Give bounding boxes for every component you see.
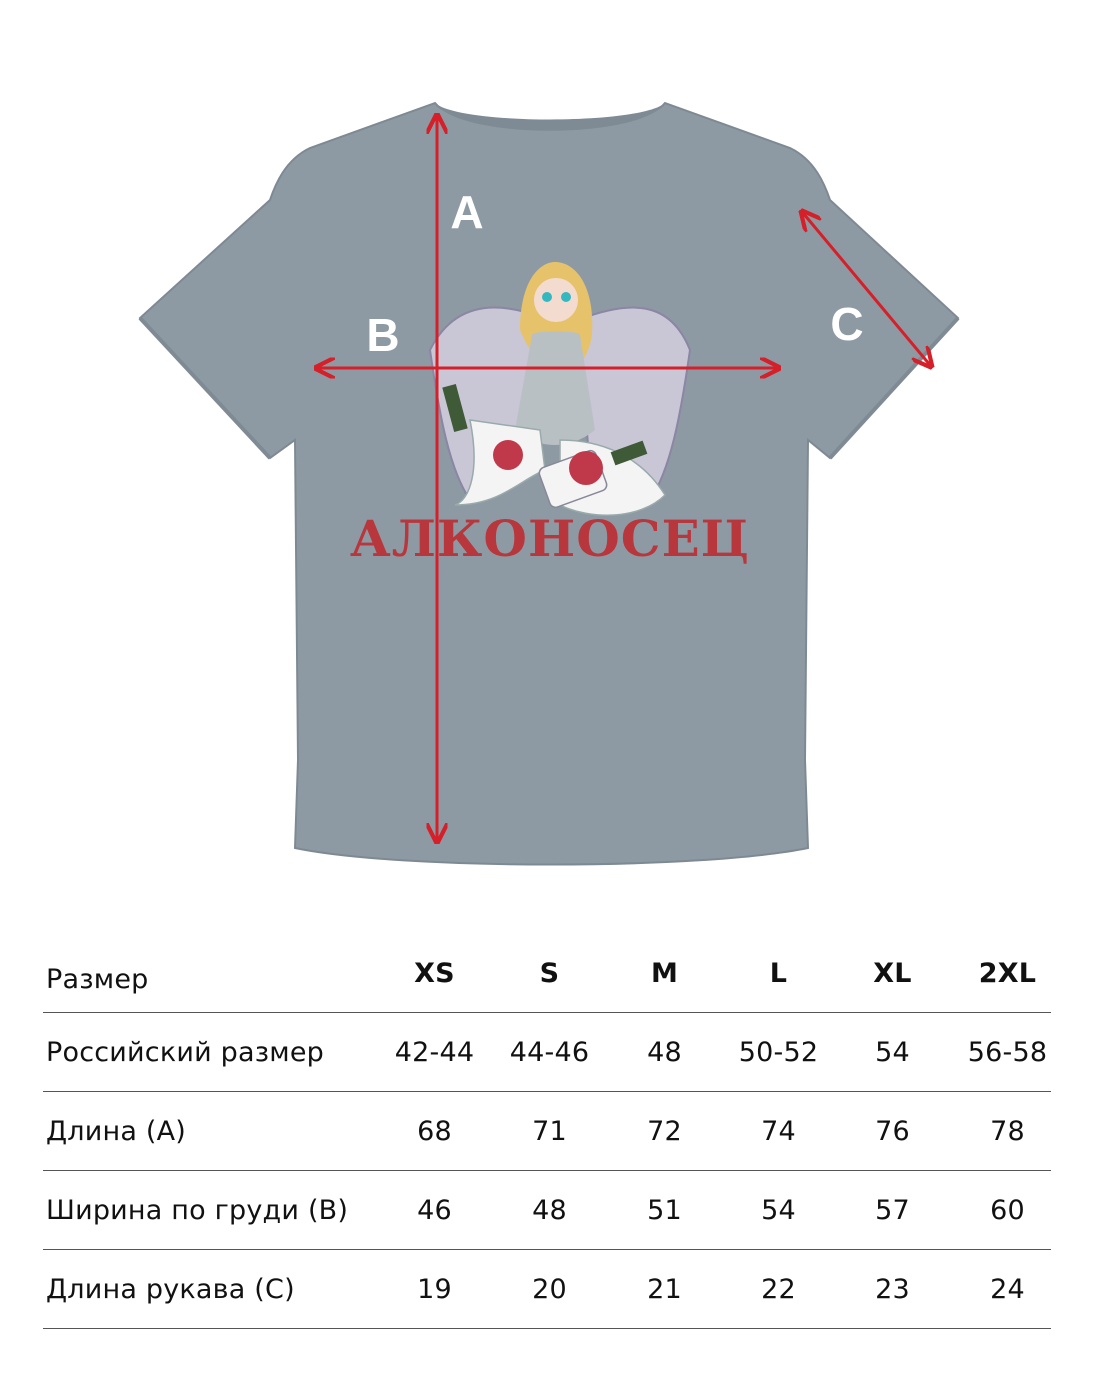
table-cell: 21	[647, 1273, 682, 1305]
table-row	[43, 1171, 1051, 1250]
size-xl: XL	[873, 958, 912, 989]
header-label: Размер	[46, 964, 149, 995]
size-xs: XS	[414, 958, 455, 989]
table-row	[43, 1250, 1051, 1329]
table-cell: 50-52	[738, 1036, 819, 1068]
size-s: S	[539, 958, 560, 989]
table-cell: 46	[417, 1194, 452, 1226]
table-cell: 51	[647, 1194, 682, 1226]
print-text: АЛКОНОСЕЦ	[350, 509, 750, 568]
size-table-header	[43, 935, 1051, 1013]
table-row	[43, 1013, 1051, 1092]
table-cell: 74	[761, 1115, 796, 1147]
row-label: Ширина по груди (B)	[46, 1194, 349, 1226]
row-label: Российский размер	[46, 1036, 324, 1068]
table-cell: 68	[417, 1115, 452, 1147]
table-cell: 78	[990, 1115, 1025, 1147]
table-cell: 48	[532, 1194, 567, 1226]
label-a: A	[450, 186, 484, 238]
table-row	[43, 1092, 1051, 1171]
label-b: B	[366, 309, 400, 361]
table-cell: 44-46	[509, 1036, 590, 1068]
table-cell: 24	[990, 1273, 1025, 1305]
table-cell: 19	[417, 1273, 452, 1305]
size-m: M	[650, 958, 679, 989]
table-cell: 54	[875, 1036, 910, 1068]
table-cell: 60	[990, 1194, 1025, 1226]
row-label: Длина рукава (C)	[46, 1273, 295, 1305]
table-cell: 23	[875, 1273, 910, 1305]
table-cell: 57	[875, 1194, 910, 1226]
table-cell: 42-44	[394, 1036, 475, 1068]
label-c: C	[830, 298, 864, 350]
row-label: Длина (A)	[46, 1115, 187, 1147]
table-cell: 72	[647, 1115, 682, 1147]
size-l: L	[769, 958, 788, 989]
table-cell: 20	[532, 1273, 567, 1305]
table-cell: 56-58	[967, 1036, 1048, 1068]
table-cell: 71	[532, 1115, 567, 1147]
table-cell: 48	[647, 1036, 682, 1068]
table-cell: 54	[761, 1194, 796, 1226]
size-2xl: 2XL	[978, 958, 1037, 989]
table-cell: 22	[761, 1273, 796, 1305]
table-cell: 76	[875, 1115, 910, 1147]
size-table	[43, 935, 1051, 1329]
